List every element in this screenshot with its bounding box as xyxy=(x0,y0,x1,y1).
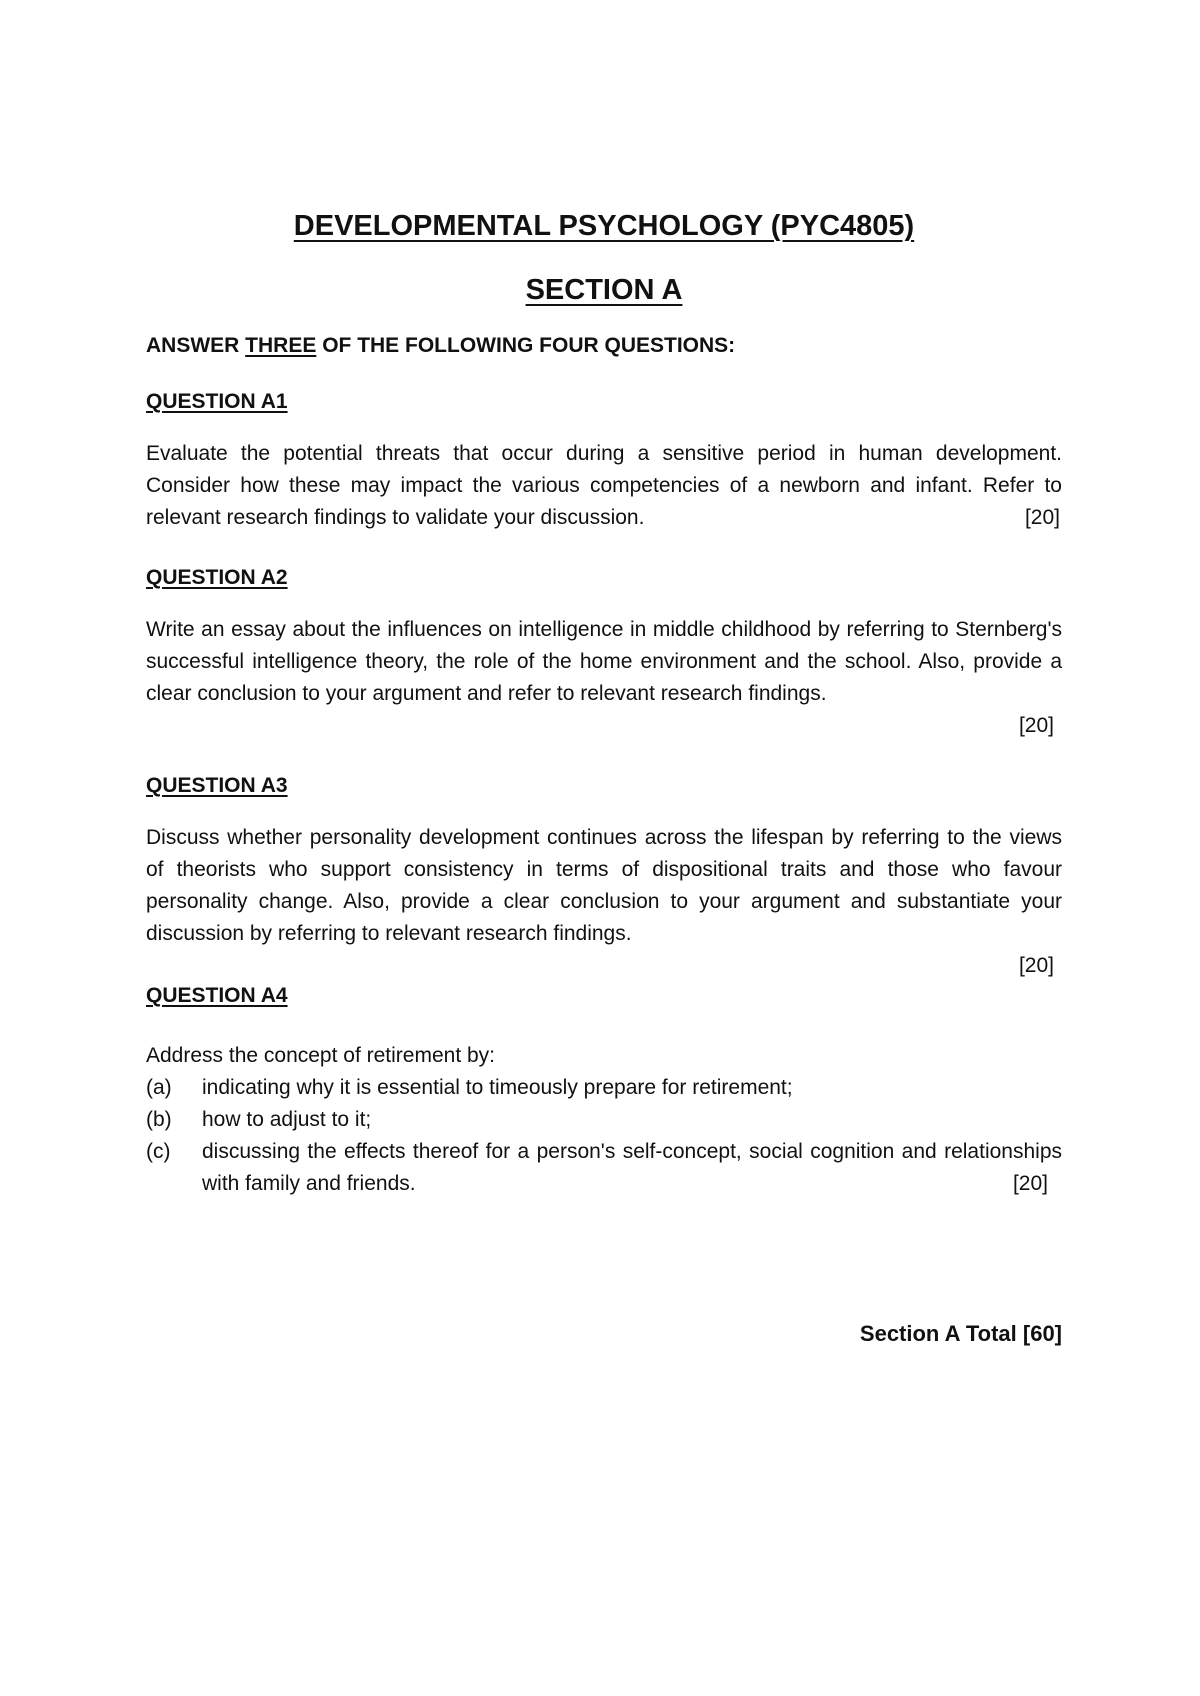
question-heading: QUESTION A3 xyxy=(146,774,288,797)
list-item-text: indicating why it is essential to timeously prepare for retirement; xyxy=(202,1076,793,1099)
question-marks: [20] xyxy=(1018,954,1054,977)
question-heading: QUESTION A4 xyxy=(146,984,288,1007)
list-item-text: how to adjust to it; xyxy=(202,1108,372,1131)
list-item-label: (c) xyxy=(146,1140,171,1163)
question-a2 xyxy=(146,564,1062,742)
section-heading: SECTION A xyxy=(525,274,683,306)
list-item-label: (b) xyxy=(146,1108,172,1131)
question-heading: QUESTION A1 xyxy=(146,390,288,413)
question-marks: [20] xyxy=(1012,1172,1048,1195)
list-item-text-content: discussing the effects thereof for a person's self-concept, social cognition and relationships with family and friends. xyxy=(202,1140,1062,1195)
question-text: Evaluate the potential threats that occur during a sensitive period in human development. Consider how these may impact the various competencies of a newborn and infant. Refer to relevant research findings to validate your discussion. xyxy=(146,442,1062,529)
instruction-text xyxy=(146,332,1062,360)
list-item xyxy=(146,1104,1062,1136)
instruction-emphasis: THREE xyxy=(245,334,317,357)
instruction-prefix: ANSWER xyxy=(146,334,246,357)
question-marks: [20] xyxy=(1024,506,1060,529)
page-content xyxy=(146,208,1062,1230)
list-item-label: (a) xyxy=(146,1076,172,1099)
list-item xyxy=(146,1136,1062,1200)
question-body xyxy=(146,438,1062,534)
question-a4 xyxy=(146,982,1062,1200)
question-text: Write an essay about the influences on intelligence in middle childhood by referring to Sternberg's successful intelligence theory, the role of the home environment and the school. Also, provide a clear conclusion to your argument and refer to relevant research findings. xyxy=(146,618,1062,705)
question-a1 xyxy=(146,388,1062,534)
document-title: DEVELOPMENTAL PSYCHOLOGY (PYC4805) xyxy=(293,210,915,242)
question-a3 xyxy=(146,772,1062,982)
instruction-suffix: OF THE FOLLOWING FOUR QUESTIONS: xyxy=(316,334,736,357)
question-item-list xyxy=(146,1072,1062,1200)
list-item xyxy=(146,1072,1062,1104)
question-intro: Address the concept of retirement by: xyxy=(146,1044,496,1067)
list-item-text xyxy=(202,1136,1062,1200)
question-marks: [20] xyxy=(1018,714,1054,737)
question-heading: QUESTION A2 xyxy=(146,566,288,589)
question-text: Discuss whether personality development continues across the lifespan by referring to the views of theorists who support consistency in terms of dispositional traits and those who favour personality change. Also, provide a clear conclusion to your argument and substantiate your discussion by referring to relevant research findings. xyxy=(146,826,1062,945)
section-total: Section A Total [60] xyxy=(859,1321,1062,1346)
